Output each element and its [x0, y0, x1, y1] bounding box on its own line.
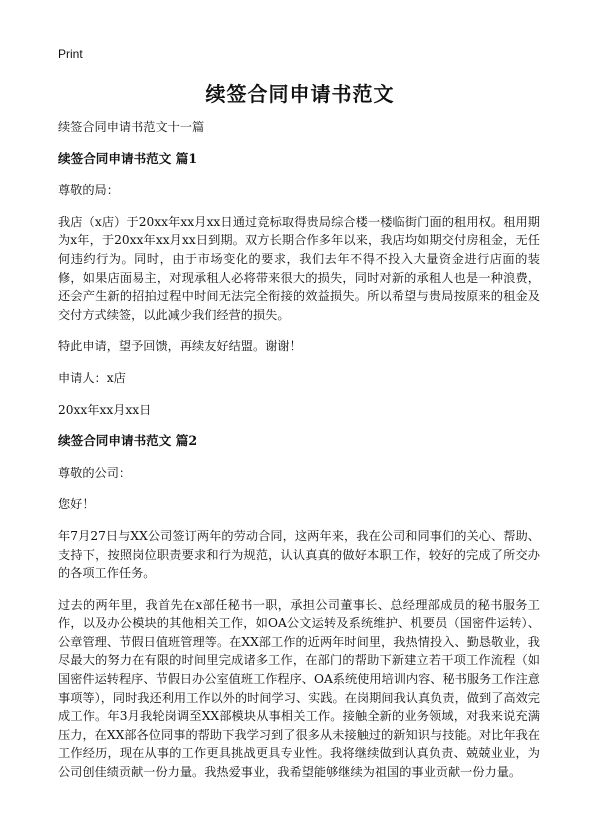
salutation: 尊敬的局：: [58, 183, 119, 198]
greeting: 您好！: [58, 497, 95, 512]
body-paragraph: 年7月27日与XX公司签订两年的劳动合同，这两年来，我在公司和同事们的关心、帮助、支持下，按照岗位职责要求和行为规范，认认真真的做好本职工作，较好的完成了所交办的各项工作任务。: [58, 528, 540, 581]
page-title: 续签合同申请书范文: [205, 82, 395, 106]
salutation: 尊敬的公司：: [58, 465, 132, 480]
date-line: 20xx年xx月xx日: [58, 402, 152, 417]
applicant-line: 申请人：x店: [58, 370, 126, 385]
body-paragraph: 我店（x店）于20xx年xx月xx日通过竞标取得贵局综合楼一楼临街门面的租用权。租用期为x年，于20xx年xx月xx日到期。双方长期合作多年以来，我店均如期交付房租金，无任何违约行为。同时，由于市场变化的要求，我们去年不得不投入大量资金进行店面的装修，如果店面易主，对现承租人必将带来很大的损失，同时对新的承租人也是一种浪费，还会产生新的招拍过程中时间无法完全衔接的效益损失。所以希望与贵局按原来的租金及交付方式续签，以此减少我们经营的损失。: [58, 214, 540, 322]
body-paragraph: 过去的两年里，我首先在x部任秘书一职，承担公司董事长、总经理部成员的秘书服务工作，以及办公模块的其他相关工作，如OA公文运转及系统维护、机要员（国密件运转）、公章管理、节假日值班管理等。在XX部工作的近两年时间里，我热情投入、勤恳敬业，我尽最大的努力在有限的时间里完成诸多工作，在部门的帮助下新建立若干项工作流程（如国密件运转程序、节假日办公室值班工作程序、OA系统使用培训内容、秘书服务工作注意事项等），同时我还利用工作以外的时间学习、实践。在岗期间我认真负责，做到了高效完成工作。年3月我轮岗调至XX部模块从事相关工作。接触全新的业务领域，对我来说充满压力，在XX部各位同事的帮助下我学习到了很多从未接触过的新知识与技能。对比年我在工作经历，现在从事的工作更具挑战更具专业性。我将继续做到认真负责、兢兢业业，为公司创佳绩贡献一份力量。我热爱事业，我希望能够继续为祖国的事业贡献一份力量。: [58, 597, 540, 780]
closing-line: 特此申请，望予回馈，再续友好结盟。谢谢！: [58, 339, 302, 354]
print-link[interactable]: Print: [58, 47, 83, 61]
section-heading-2: 续签合同申请书范文 篇2: [58, 433, 198, 449]
section-heading-1: 续签合同申请书范文 篇1: [58, 150, 198, 166]
document-body: [58, 118, 540, 795]
document-subtitle: 续签合同申请书范文十一篇: [58, 120, 205, 134]
